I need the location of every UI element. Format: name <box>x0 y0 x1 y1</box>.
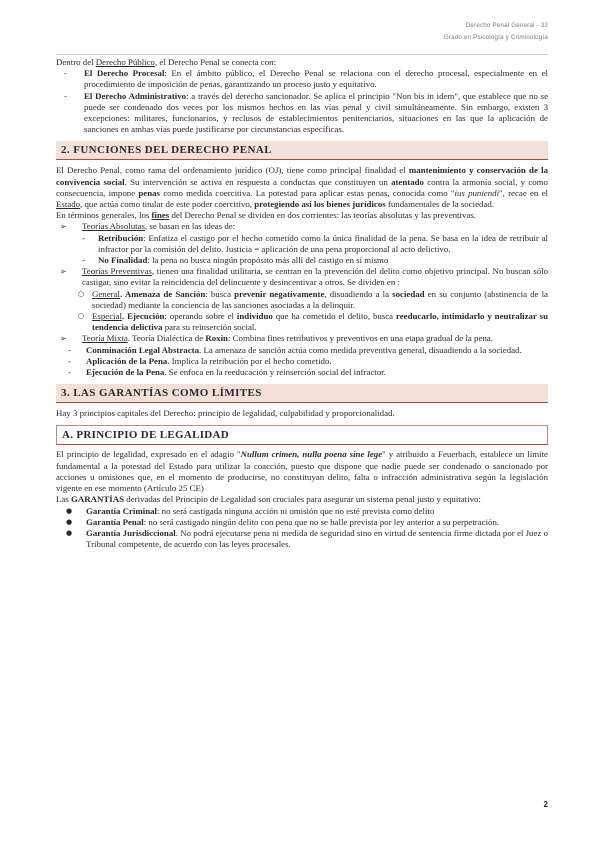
paragraph: Hay 3 principios capitales del Derecho: principio de legalidad, culpabilidad y proporcionalidad. <box>56 408 395 419</box>
paragraph: En términos generales, los fines del Derecho Penal se dividen en dos corrientes: las teorías absolutas y las preventivas. <box>56 210 476 221</box>
subsection-heading: A. PRINCIPIO DE LEGALIDAD <box>56 425 548 445</box>
list-item: ➢ Teorías Preventivas, tienen una finalidad utilitaria, se centran en la prevención del delito como objetivo principal. No buscan sólo castigar, sino evitar la reincidencia del delincuente y desincentivar a otros. Se dividen en : <box>56 266 548 288</box>
list-item: ● Garantía Criminal: no será castigada ninguna acción ni omisión que no esté prevista como delito <box>66 505 435 516</box>
bullet-icon: ● <box>66 528 73 537</box>
paragraph: Las GARANTÍAS derivadas del Principio de Legalidad son cruciales para asegurar un sistema penal justo y equitativo: <box>56 494 481 505</box>
running-header <box>444 20 548 44</box>
circle-bullet-icon: ○ <box>78 289 85 298</box>
list-item: ● Garantía Jurisdiccional. No podrá ejecutarse pena ni medida de seguridad sino en virtud de sentencia firme dictada por el Juez o Tribunal competente, de acuerdo con las leyes procesales. <box>66 527 548 550</box>
bullet-icon: ● <box>66 506 73 515</box>
list-item: - Conminación Legal Abstracta. La amenaza de sanción actúa como medida preventiva general, disuadiendo a la sociedad. <box>68 344 522 355</box>
list-item: - Ejecución de la Pena. Se enfoca en la reeducación y reinserción social del infractor. <box>68 367 386 378</box>
page-content <box>56 57 548 550</box>
section-heading: 2. FUNCIONES DEL DERECHO PENAL <box>56 141 548 160</box>
list-item: ○ Especial. Ejecución: operando sobre el individuo que ha cometido el delito, busca reeducarlo, intimidarlo y neutralizar su tendencia delictiva para su reinserción social. <box>78 311 548 333</box>
paragraph: El principio de legalidad, expresado en el adagio "Nullum crimen, nulla poena sine lege" y atribuido a Feuerbach, establece un límite fundamental a la potestad del Estado para utilizar la coacción, puesto que dispone que nadie puede ser condenado o sancionado por acciones u omisiones que, en el momento de producirse, no constituyan delito, falta o infracción administrativa según la legislación vigente en ese momento (Artículo 25 CE) <box>56 449 548 494</box>
list-item: ○ General. Amenaza de Sanción: busca prevenir negativamente, disuadiendo a la sociedad en su conjunto (abstinencia de la sociedad) mediante la conciencia de las sanciones asociadas a la delinquir. <box>78 288 548 310</box>
list-item: ➢ Teorías Absolutas, se basan en las ideas de: <box>56 221 548 232</box>
header-divider <box>56 54 548 55</box>
list-item: - Aplicación de la Pena. Implica la retribución por el hecho cometido. <box>68 355 332 366</box>
arrow-icon: ➢ <box>60 267 67 277</box>
list-item: - El Derecho Administrativo: a través del derecho sancionador. Se aplica el principio "Non bis in idem", que establece que no se puede ser condenado dos veces por los mismos hechos en las vías penal y civil simultáneamente. Sin embargo, existen 3 excepciones: militares, funcionarios, y reclusos de establecimientos penitenciarios, situaciones en las que la aplicación de sanciones en ambas vías puede justificarse por circunstancias específicas. <box>64 90 548 135</box>
page-number: 2 <box>543 800 548 809</box>
list-item: ● Garantía Penal: no será castigado ningún delito con pena que no se halle prevista por ley anterior a su perpetración. <box>66 516 500 527</box>
list-item: - No Finalidad: la pena no busca ningún propósito más allí del castigo en sí mismo <box>82 255 389 266</box>
list-item: ➢ Teoría Mixta. Teoría Dialéctica de Roxin: Combina fines retributivos y preventivos en una etapa gradual de la pena. <box>56 333 548 344</box>
header-degree: Grado en Psicología y Criminología <box>443 34 548 41</box>
list-item: - El Derecho Procesal: En el ámbito público, el Derecho Penal se relaciona con el derecho procesal, especialmente en el procedimiento de imposición de penas, garantizando un proceso justo y equitativo. <box>64 68 548 90</box>
bullet-icon: ● <box>66 517 73 526</box>
arrow-icon: ➢ <box>60 222 67 232</box>
circle-bullet-icon: ○ <box>78 312 85 321</box>
list-item: - Retribución: Enfatiza el castigo por el hecho cometido como la única finalidad de la pena. Se basa en la idea de retribuir al infractor por la comisión del delito. Justicia = aplicación de una pena proporcional al acto delictivo. <box>82 232 548 254</box>
section-heading: 3. LAS GARANTÍAS COMO LÍMITES <box>56 384 548 403</box>
intro-paragraph: Dentro del Derecho Público, el Derecho Penal se conecta con: <box>56 57 277 67</box>
header-course: Derecho Penal General - 33 <box>465 22 548 29</box>
paragraph: El Derecho Penal, como rama del ordenamiento jurídico (OJ), tiene como principal finalidad el mantenimiento y conservación de la convivencia social. Su intervención se activa en respuesta a conductas que constituyen un atentado contra la armonía social, y como consecuencia, impone penas como medida coercitiva. La potestad para aplicar estas penas, conocida como "ius puniendi", recae en el Estado, que actúa como titular de este poder coercitivo, protegiendo así los bienes jurídicos fundamentales de la sociedad. <box>56 165 548 210</box>
arrow-icon: ➢ <box>60 334 67 344</box>
